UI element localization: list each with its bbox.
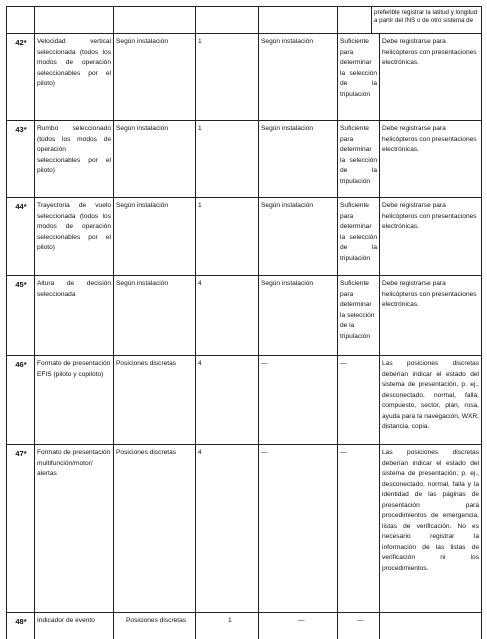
parameter-cell: Altura de decisión seleccionada	[37, 280, 111, 298]
interval-cell: 4	[198, 360, 202, 367]
table-row	[7, 120, 481, 197]
range-cell: Posiciones discretas	[116, 360, 177, 367]
interval-cell: 4	[198, 280, 202, 287]
interval-cell: 4	[198, 449, 202, 456]
range-cell: Según instalación	[116, 38, 169, 45]
accuracy-cell: Suficiente para determinar la selección de la tripulación	[340, 280, 375, 340]
remarks-cell: Debe registrarse para helicópteros con presentaciones electrónicas.	[382, 280, 477, 308]
accuracy-cell: —	[340, 449, 347, 456]
resolution-cell: Según instalación	[261, 125, 314, 132]
interval-cell: 1	[198, 125, 202, 132]
parameter-cell: Formato de presentación EFIS (piloto y copiloto)	[37, 360, 111, 378]
parameter-cell: Indicador de evento	[37, 617, 95, 624]
accuracy-cell: —	[340, 360, 347, 367]
table-row	[7, 612, 481, 639]
row-number: 48*	[15, 617, 27, 626]
interval-cell: 1	[198, 38, 202, 45]
table-row	[7, 444, 481, 612]
parameter-cell: Formato de presentación multifunción/motor/ alertas	[37, 449, 111, 477]
range-cell: Posiciones discretas	[116, 449, 177, 456]
accuracy-cell: Suficiente para determinar la selección de la tripulación	[340, 38, 377, 98]
header-row	[7, 6, 481, 33]
range-cell: Según instalación	[116, 280, 169, 287]
parameter-cell: Trayectoria de vuelo seleccionada (todos los modos de operación seleccionables por el piloto)	[37, 202, 111, 251]
remarks-cell: Debe registrarse para helicópteros con presentaciones electrónicas.	[382, 125, 477, 153]
resolution-cell: —	[261, 360, 268, 367]
parameter-cell: Velocidad vertical seleccionada (todos los modos de operación seleccionables por el piloto)	[37, 38, 111, 87]
row-number: 42*	[15, 38, 27, 47]
remarks-cell: Debe registrarse para helicópteros con presentaciones electrónicas.	[382, 202, 477, 230]
accuracy-cell: Suficiente para determinar la selección de la tripulación	[340, 125, 377, 185]
remarks-cell: Debe registrarse para helicópteros con presentaciones electrónicas.	[382, 38, 477, 66]
range-cell: Según instalación	[116, 202, 169, 209]
parameter-cell: Rumbo seleccionado (todos los modos de operación seleccionables por el piloto)	[37, 125, 111, 174]
remarks-cell	[379, 613, 481, 639]
range-cell: Posiciones discretas	[126, 617, 187, 624]
row-number: 47*	[15, 449, 27, 458]
row-number: 44*	[15, 202, 27, 211]
row-number: 43*	[15, 125, 27, 134]
parameter-table	[6, 6, 482, 639]
table-row	[7, 197, 481, 275]
accuracy-cell: —	[357, 617, 364, 624]
resolution-cell: —	[298, 617, 305, 624]
remarks-cell: Las posiciones discretas deberían indicar el estado del sistema de presentación, p. ej., desconectado, normal, falla, compuesto, sector, plan, rosa, ayuda para la navegación, WXR, distancia, copia.	[382, 360, 479, 430]
range-cell: Según instalación	[116, 125, 169, 132]
row-number: 46*	[15, 360, 27, 369]
resolution-cell: Según instalación	[261, 38, 314, 45]
remarks-cell: Las posiciones discretas deberían indicar el estado del sistema de presentación; p. ej., desconectado, normal, falla y la identidad de las páginas de presentación para procedimientos de emergencia, listas de verificación. No es necesario registrar la información de las listas de verificación ni los procedimientos.	[382, 449, 479, 572]
header-note: preferible registrar la latitud y longitud a partir del INS o de otro sistema de	[374, 9, 478, 24]
interval-cell: 1	[228, 617, 232, 624]
interval-cell: 1	[198, 202, 202, 209]
table-row	[7, 355, 481, 444]
accuracy-cell: Suficiente para determinar la selección de la tripulación	[340, 202, 377, 262]
row-number: 45*	[15, 280, 27, 289]
resolution-cell: Según instalación	[261, 202, 314, 209]
table-row	[7, 33, 481, 120]
resolution-cell: —	[261, 449, 268, 456]
table-row	[7, 275, 481, 355]
resolution-cell: Según instalación	[261, 280, 314, 287]
